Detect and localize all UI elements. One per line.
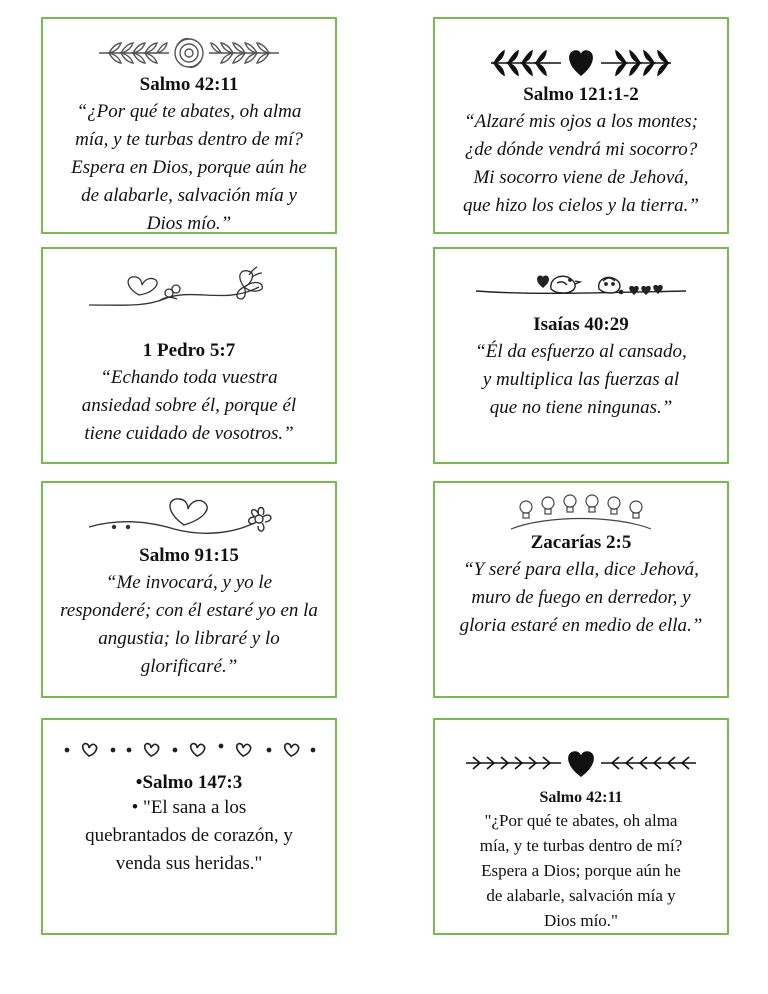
arrows-heart-ornament-icon [461,746,701,780]
verse-text: “Echando toda vuestra ansiedad sobre él, porque él tiene cuidado de vosotros.” [81,367,297,444]
verse-text: “Alzaré mis ojos a los montes; ¿de dónde vendrá mi socorro? Mi socorro viene de Jehová, que hizo los cielos y la tierra.” [463,111,699,216]
verse-reference: Salmo 42:11 [539,789,623,806]
verse-reference: Isaías 40:29 [533,314,629,335]
verse-reference: Zacarías 2:5 [530,532,632,553]
verse-card-salmo-121 [433,17,729,234]
verse-text: "¿Por qué te abates, oh alma mía, y te turbas dentro de mí? Espera a Dios; porque aún he de alabarle, salvación mía y Dios mío." [479,811,683,930]
birds-on-wire-ornament-icon [471,263,691,303]
light-bulbs-ornament-icon [506,493,656,533]
verse-text: “¿Por qué te abates, oh alma mía, y te turbas dentro de mí? Espera en Dios, porque aún he de alabarle, salvación mía y Dios mío.” [71,101,307,234]
verse-text: • "El sana a los quebrantados de corazón, y venda sus heridas." [85,797,293,874]
leaves-heart-ornament-icon [486,41,676,81]
verse-text: “Y seré para ella, dice Jehová, muro de fuego en derredor, y gloria estaré en medio de ella.” [459,559,703,636]
verse-card-salmo-91-15 [41,481,337,698]
verse-reference: Salmo 121:1-2 [523,84,639,105]
verse-card-zacarias-2-5 [433,481,729,698]
verse-card-salmo-147-3 [41,718,337,935]
verse-reference: 1 Pedro 5:7 [142,340,236,361]
dots-hearts-ornament-icon [59,738,319,762]
rose-laurel-ornament-icon [89,31,289,75]
verse-reference: •Salmo 147:3 [135,772,243,793]
verse-reference: Salmo 91:15 [139,545,239,566]
heart-flower-ornament-icon [84,493,294,539]
verse-card-salmo-42-11-plain [433,718,729,935]
verse-card-1-pedro-5-7 [41,247,337,464]
verse-text: “Él da esfuerzo al cansado, y multiplica las fuerzas al que no tiene ningunas.” [475,341,687,418]
heart-butterfly-ornament-icon [84,265,294,313]
verse-reference: Salmo 42:11 [139,74,239,95]
verse-text: “Me invocará, y yo le responderé; con él estaré yo en la angustia; lo libraré y lo glorificaré.” [60,572,318,677]
verse-card-isaias-40-29 [433,247,729,464]
verse-card-salmo-42-11 [41,17,337,234]
